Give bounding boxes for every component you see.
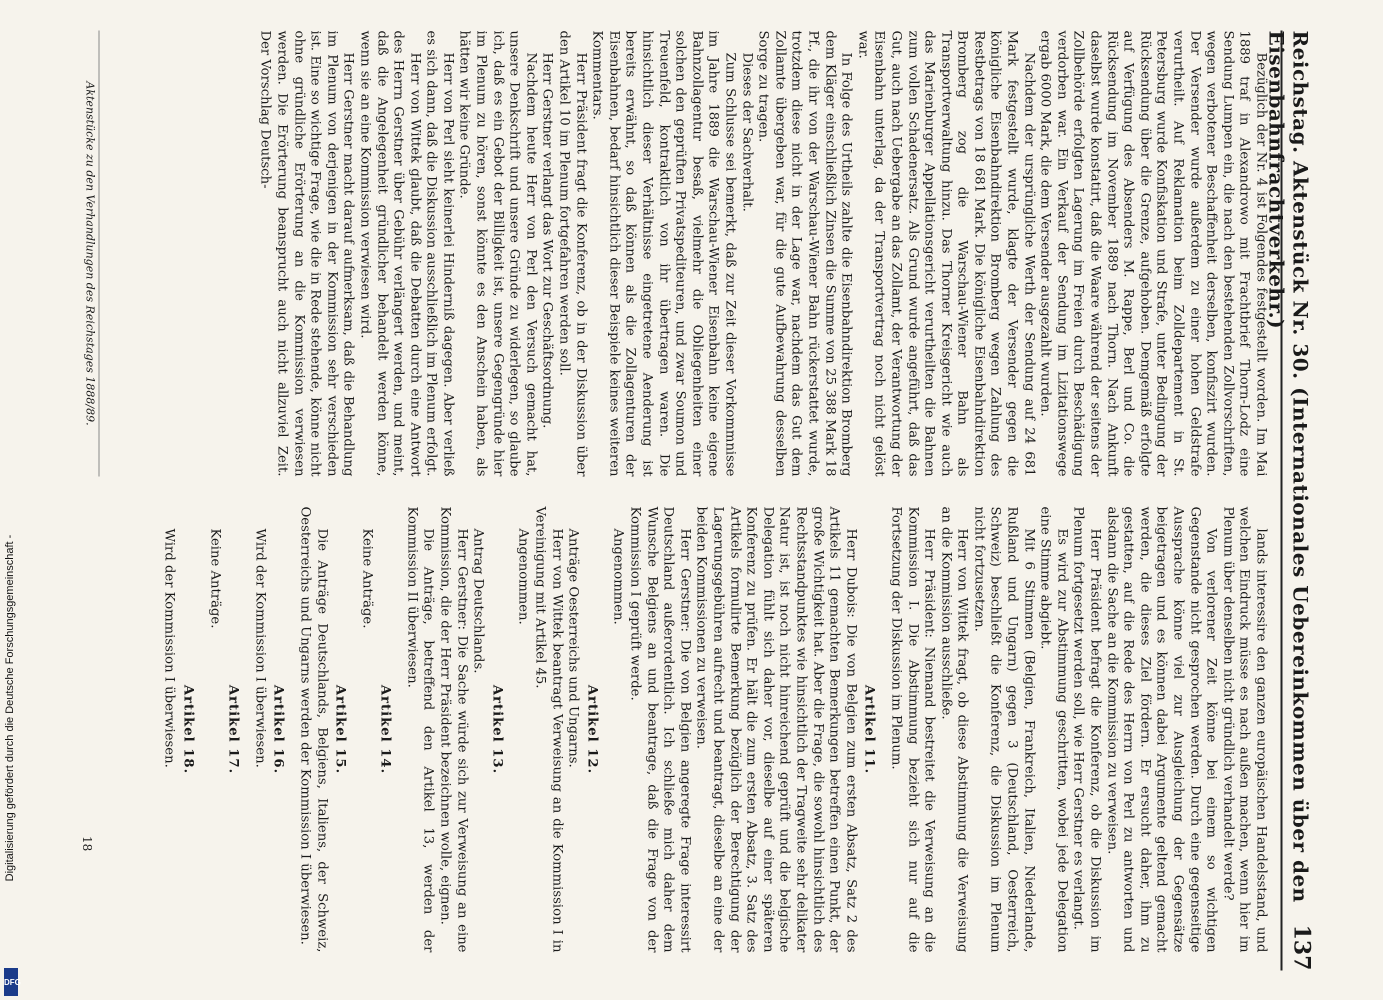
page-header <box>1264 30 1316 971</box>
paragraph: Die Anträge Deutschlands, Belgiens, Italiens, der Schweiz, Oesterreichs und Ungarns werden der Kommission I überwiesen. <box>296 506 329 953</box>
paragraph: Herr Dubois: Die von Belgien zum ersten Absatz, Satz 2 des Artikels 11 gemachten Bemerkungen betreffen einen Punkt, der große Wichtigkeit hat. Aber die Frage, die sowohl hinsichtlich des Rechtsstandpunktes wie hinsichtlich der Tragweite sehr delikater Natur ist, ist noch nicht hinreichend geprüft und die belgische Delegation fühlt sich daher vor, dieselbe auf einer späteren Konferenz zu prüfen. Er hält die zum ersten Absatz, 3. Satz des Artikels formulirte Bemerkung bezüglich der Berechtigung der Lagerungsgebühren aufrecht und beantragt, dieselbe an eine der beiden Kommissionen zu verweisen. <box>693 506 858 953</box>
paragraph: Bezüglich der Nr. 4 ist Folgendes festgestellt worden. Im Mai 1889 traf in Alexandrowo mit Frachtbrief Thorn-Lodz eine Sendung Lumpen ein, die nach den bestehenden Zollvorschriften, wegen verbotener Beschaffenheit derselben, konfiszirt wurden. Der Versender wurde außerdem zu einer hohen Geldstrafe verurtheilt. Auf Reklamation beim Zolldepartement in St. Petersburg wurde Konfiskation und Strafe, unter Bedingung der Rücksendung über die Grenze, aufgehoben. Demgemäß erfolgte auf Verfügung des Absenders M. Rappe, Berl und Co. die Rücksendung im November 1889 nach Thorn. Nach Ankunft daselbst wurde konstatirt, daß die Waare während der seitens der Zollbehörde erfolgten Lagerung im Freien durch Beschädigung verdorben war. Ein Verkauf der Sendung im Lizitationswege ergab 6000 Mark, die dem Versender ausgezahlt wurden. <box>1037 30 1268 477</box>
article-15-heading: Artikel 15. <box>332 684 348 775</box>
paragraph: Von verlorener Zeit könne bei einem so wichtigen Gegenstande nicht gesprochen werden. Durch eine gegenseitige Aussprache könne viel zur Ausgleichung der Gegensätze beigetragen und es können dabei Argumente geltend gemacht werden, die dieses Ziel fördern. Er ersucht daher, ihm zu gestatten, auf die Rede des Herrn von Perl zu antworten und alsdann die Sache an die Kommission zu verweisen. <box>1103 506 1219 953</box>
paragraph: Angenommen. <box>515 528 531 625</box>
paragraph: Dieses der Sachverhalt. <box>738 52 754 212</box>
header-title: Reichstag. Aktenstück Nr. 30. (Internationales Uebereinkommen über den Eisenbahnfrachtverkehr.) <box>1264 30 1312 903</box>
paragraph: Herr Gerstner verlangt das Wort zur Geschäftsordnung. <box>539 52 555 429</box>
left-column <box>256 31 1268 477</box>
paragraph: Herr von Perl sieht keinerlei Hinderniß dagegen. Aber verließ es sich dann, daß die Diskussion ausschließlich im Plenum erfolgt. <box>423 30 455 477</box>
dfg-logo: DFG <box>4 968 18 996</box>
paragraph: Nachdem heute Herr von Perl den Versuch gemacht hat, unsere Denkschrift und unsere Gründe zu widerlegen, so glaube ich, daß es ein Gebot der Billigkeit ist, unsere Gegengründe hier im Plenum zu hören, sonst könnte es den Anschein haben, als hätten wir keine Gründe. <box>456 30 538 477</box>
paragraph: Herr von Wittek glaubt, daß die Debatten durch eine Antwort des Herrn Gerstner über Gebühr verlängert werden, und meint, daß die Angelegenheit gründlicher behandelt werden könne, wenn sie an eine Kommission verwiesen wird. <box>356 30 422 477</box>
paragraph: Anträge Oesterreichs und Ungarns. <box>565 528 581 768</box>
paragraph: Wird der Kommission I überwiesen. <box>161 528 177 768</box>
page-number: 137 <box>1288 924 1314 971</box>
article-11-heading: Artikel 11. <box>861 684 877 775</box>
paragraph: Wird der Kommission I überwiesen. <box>251 528 267 768</box>
paragraph: Angenommen. <box>610 528 626 625</box>
paragraph: Mit 6 Stimmen (Belgien, Frankreich, Italien, Niederlande, Rußland und Ungarn) gegen 3 (Deutschland, Oesterreich, Schweiz) beschließt die Konferenz, die Diskussion im Plenum nicht fortzusetzen. <box>970 506 1036 953</box>
paragraph: Die Anträge, betreffend den Artikel 13, werden der Kommission II überwiesen. <box>403 506 436 953</box>
paragraph: Antrag Deutschlands. <box>470 528 486 674</box>
scan-page-number: 18 <box>80 836 94 852</box>
paragraph: Herr von Wittek beantragt Verweisung an die Kommission I in Vereinigung mit Artikel 45. <box>532 506 564 953</box>
page-footer: Aktenstücke zu den Verhandlungen des Reichstages 1888/89. <box>83 31 99 477</box>
paragraph: Herr Präsident: Niemand bestreitet die Verweisung an die Kommission I. Die Abstimmung bezieht sich nur auf die Fortsetzung der Diskussion im Plenum. <box>887 506 937 953</box>
paragraph: Herr Präsident befragt die Konferenz, ob die Diskussion im Plenum fortgesetzt werden soll, wie Herr Gerstner es verlangt. <box>1070 506 1103 953</box>
article-14-heading: Artikel 14. <box>377 684 393 775</box>
paragraph: Herr von Wittek fragt, ob diese Abstimmung die Verweisung an die Kommission ausschließe. <box>937 506 970 953</box>
digitisation-note: Digitalisierung gefördert durch die Deutsche Forschungsgemeinschaft - <box>4 534 16 882</box>
article-17-heading: Artikel 17. <box>225 684 241 775</box>
paragraph: Herr Gerstner: Die Sache würde sich zur Verweisung an eine Kommission, die der Herr Präsident bezeichnen wolle, eignen. <box>437 506 469 953</box>
paragraph: Herr Gerstner macht darauf aufmerksam, daß die Behandlung im Plenum von derjenigen in der Kommission sehr verschieden ist. Eine so wichtige Frage, wie die in Rede stehende, könne nicht ohne gründliche Erörterung an die Kommission verwiesen werden. Die Erörterung beansprucht auch nicht allzuviel Zeit. Der Vorschlag Deutsch- <box>257 30 356 477</box>
paragraph: Herr Präsident fragt die Konferenz, ob in der Diskussion über den Artikel 10 im Plenum fortgefahren werden soll. <box>556 30 588 477</box>
article-18-heading: Artikel 18. <box>179 684 195 775</box>
digitisation-margin <box>2 0 22 1000</box>
paragraph: Es wird zur Abstimmung geschritten, wobei jede Delegation eine Stimme abgiebt. <box>1037 506 1069 953</box>
paragraph: Nachdem der ursprüngliche Werth der Sendung auf 24 681 Mark festgestellt wurde, klagte der Versender gegen die königliche Eisenbahndirektion Bromberg wegen Zahlung des Restbetrags von 18 681 Mark. Die königliche Eisenbahndirektion Bromberg zog die Warschau-Wiener Bahn als Transportverwaltung hinzu. Das Thorner Kreisgericht wie auch das Marienburger Appellationsgericht verurtheilten die Bahnen zum vollen Schadenersatz. Als Grund wurde angeführt, daß das Gut, auch nach Uebergabe an das Zollamt, der Verantwortung der Eisenbahn unterlag, da der Transportvertrag noch nicht gelöst war. <box>854 30 1036 477</box>
article-16-heading: Artikel 16. <box>270 684 286 775</box>
article-12-heading: Artikel 12. <box>583 684 599 775</box>
article-13-heading: Artikel 13. <box>488 684 504 775</box>
paragraph: Herr Gerstner: Die von Belgien angeregte Frage interessirt Deutschland außerordentlich. Ich schließe mich daher dem Wunsche Belgiens an und beantrage, daß die Frage von der Kommission I geprüft werde. <box>627 506 692 953</box>
paragraph: lands interessire den ganzen europäischen Handelsstand, und welchen Eindruck müsse es nach außen machen, wenn hier im Plenum über denselben nicht gründlich verhandelt werde? <box>1219 506 1268 953</box>
right-column <box>160 507 1268 953</box>
paragraph: Keine Anträge. <box>206 528 222 629</box>
paragraph: In Folge des Urtheils zahlte die Eisenbahndirektion Bromberg dem Kläger einschließlich Zinsen die Summe von 25 388 Mark 18 Pf., die ihr von der Warschau-Wiener Bahn rückerstattet wurde, trotzdem diese nicht in der Lage war, nachdem das Gut dem Zollamte übergeben war, für die gute Aufbewahrung desselben Sorge zu tragen. <box>755 30 854 477</box>
paragraph: Keine Anträge. <box>358 528 374 629</box>
printed-page <box>59 31 1324 971</box>
paragraph: Zum Schlusse sei bemerkt, daß zur Zeit dieser Vorkommnisse im Jahre 1889 die Warschau-Wiener Eisenbahn keine eigene Bahnzollagentur besaß, vielmehr die Obliegenheiten einer solchen den geprüften Privatspediteuren, und zwar Soumon und Treuenfeld, kontraktlich von ihr übertragen waren. Die hinsichtlich dieser Verhältnisse eingetretene Aenderung ist bereits erwähnt, so daß können als die Zollagenturen der Eisenbahnen, bedarf hinsichtlich dieser Beispiele keines weiteren Kommentars. <box>589 30 737 477</box>
